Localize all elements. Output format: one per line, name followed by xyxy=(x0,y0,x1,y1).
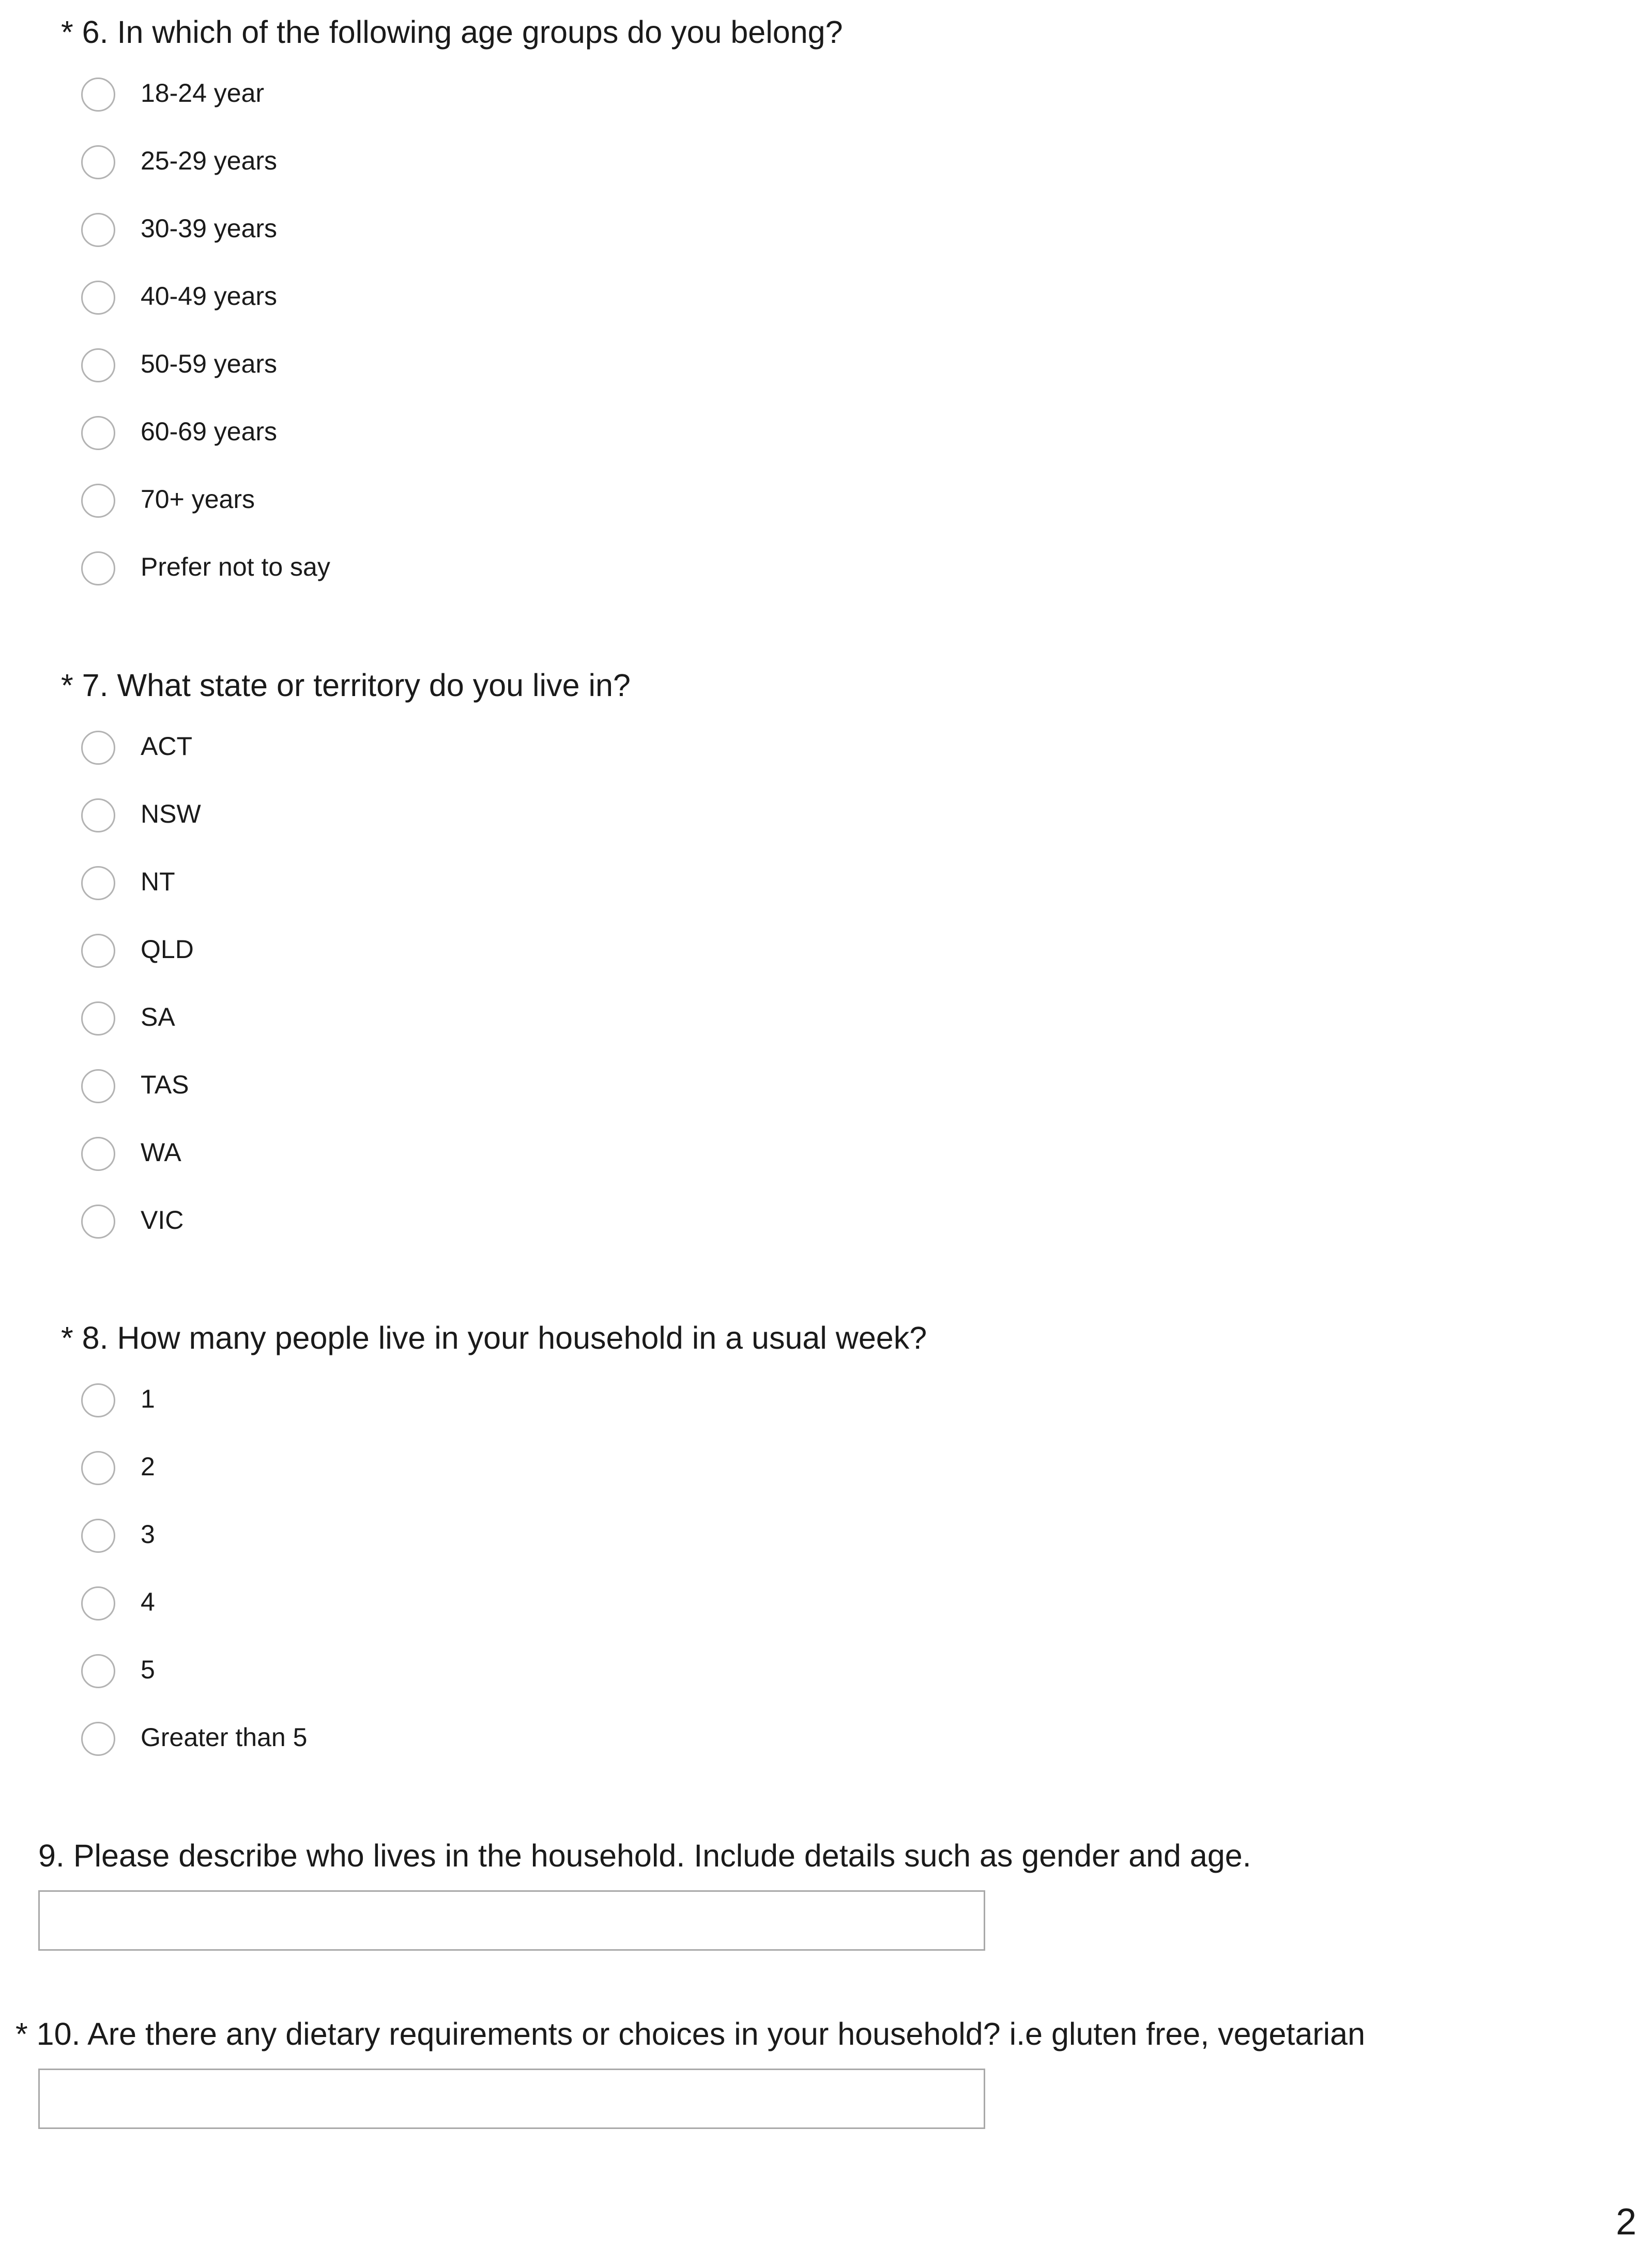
dietary-requirements-input[interactable] xyxy=(38,2069,985,2129)
option-40-49[interactable] xyxy=(81,281,546,322)
question-8-title: * 8. How many people live in your household in a usual week? xyxy=(61,1320,927,1355)
option-label: QLD xyxy=(141,935,194,964)
radio-button[interactable] xyxy=(81,1383,115,1417)
option-label: ACT xyxy=(141,732,192,761)
option-50-59[interactable] xyxy=(81,348,546,390)
radio-button[interactable] xyxy=(81,348,115,382)
option-prefer-not-to-say[interactable] xyxy=(81,551,546,593)
option-4[interactable] xyxy=(81,1586,546,1628)
radio-button[interactable] xyxy=(81,1069,115,1103)
option-label: SA xyxy=(141,1002,175,1031)
option-label: 2 xyxy=(141,1452,155,1481)
option-label: Prefer not to say xyxy=(141,552,330,581)
option-greater-than-5[interactable] xyxy=(81,1722,546,1763)
radio-button[interactable] xyxy=(81,416,115,450)
option-act[interactable] xyxy=(81,731,546,772)
radio-button[interactable] xyxy=(81,1586,115,1621)
question-10-title: * 10. Are there any dietary requirements or choices in your household? i.e gluten free, vegetarian xyxy=(16,2016,1365,2051)
option-tas[interactable] xyxy=(81,1069,546,1110)
radio-button[interactable] xyxy=(81,798,115,832)
radio-button[interactable] xyxy=(81,281,115,315)
household-description-input[interactable] xyxy=(38,1890,985,1951)
option-sa[interactable] xyxy=(81,1001,546,1043)
option-5[interactable] xyxy=(81,1654,546,1695)
option-30-39[interactable] xyxy=(81,213,546,254)
option-label: 70+ years xyxy=(141,485,255,514)
page-number: 2 xyxy=(1615,2201,1636,2243)
radio-button[interactable] xyxy=(81,1654,115,1688)
radio-button[interactable] xyxy=(81,213,115,247)
option-label: NSW xyxy=(141,799,201,828)
option-vic[interactable] xyxy=(81,1205,546,1246)
option-label: 25-29 years xyxy=(141,146,278,175)
radio-button[interactable] xyxy=(81,1451,115,1485)
option-1[interactable] xyxy=(81,1383,546,1425)
option-25-29[interactable] xyxy=(81,145,546,187)
radio-button[interactable] xyxy=(81,1137,115,1171)
radio-button[interactable] xyxy=(81,1519,115,1553)
radio-button[interactable] xyxy=(81,1001,115,1036)
option-nt[interactable] xyxy=(81,866,546,907)
radio-button[interactable] xyxy=(81,145,115,179)
option-70-plus[interactable] xyxy=(81,484,546,525)
option-wa[interactable] xyxy=(81,1137,546,1178)
question-6-title: * 6. In which of the following age groups do you belong? xyxy=(61,14,843,50)
radio-button[interactable] xyxy=(81,731,115,765)
option-2[interactable] xyxy=(81,1451,546,1492)
option-label: 18-24 year xyxy=(141,79,265,107)
option-label: Greater than 5 xyxy=(141,1723,308,1752)
radio-button[interactable] xyxy=(81,1205,115,1239)
option-label: 1 xyxy=(141,1384,155,1413)
radio-button[interactable] xyxy=(81,866,115,900)
radio-button[interactable] xyxy=(81,551,115,585)
option-label: 3 xyxy=(141,1520,155,1549)
option-label: TAS xyxy=(141,1070,189,1099)
radio-button[interactable] xyxy=(81,484,115,518)
option-qld[interactable] xyxy=(81,934,546,975)
radio-button[interactable] xyxy=(81,1722,115,1756)
option-label: 5 xyxy=(141,1655,155,1684)
option-nsw[interactable] xyxy=(81,798,546,840)
option-18-24[interactable] xyxy=(81,78,546,119)
option-label: 60-69 years xyxy=(141,417,278,446)
radio-button[interactable] xyxy=(81,934,115,968)
option-label: VIC xyxy=(141,1206,184,1235)
option-60-69[interactable] xyxy=(81,416,546,457)
option-label: NT xyxy=(141,867,175,896)
option-label: 4 xyxy=(141,1587,155,1616)
option-label: 30-39 years xyxy=(141,214,278,243)
option-label: 40-49 years xyxy=(141,282,278,311)
option-3[interactable] xyxy=(81,1519,546,1560)
radio-button[interactable] xyxy=(81,78,115,112)
option-label: WA xyxy=(141,1138,181,1167)
option-label: 50-59 years xyxy=(141,349,278,378)
question-9-title: 9. Please describe who lives in the household. Include details such as gender and age. xyxy=(38,1838,1251,1873)
question-7-title: * 7. What state or territory do you live in? xyxy=(61,668,631,703)
